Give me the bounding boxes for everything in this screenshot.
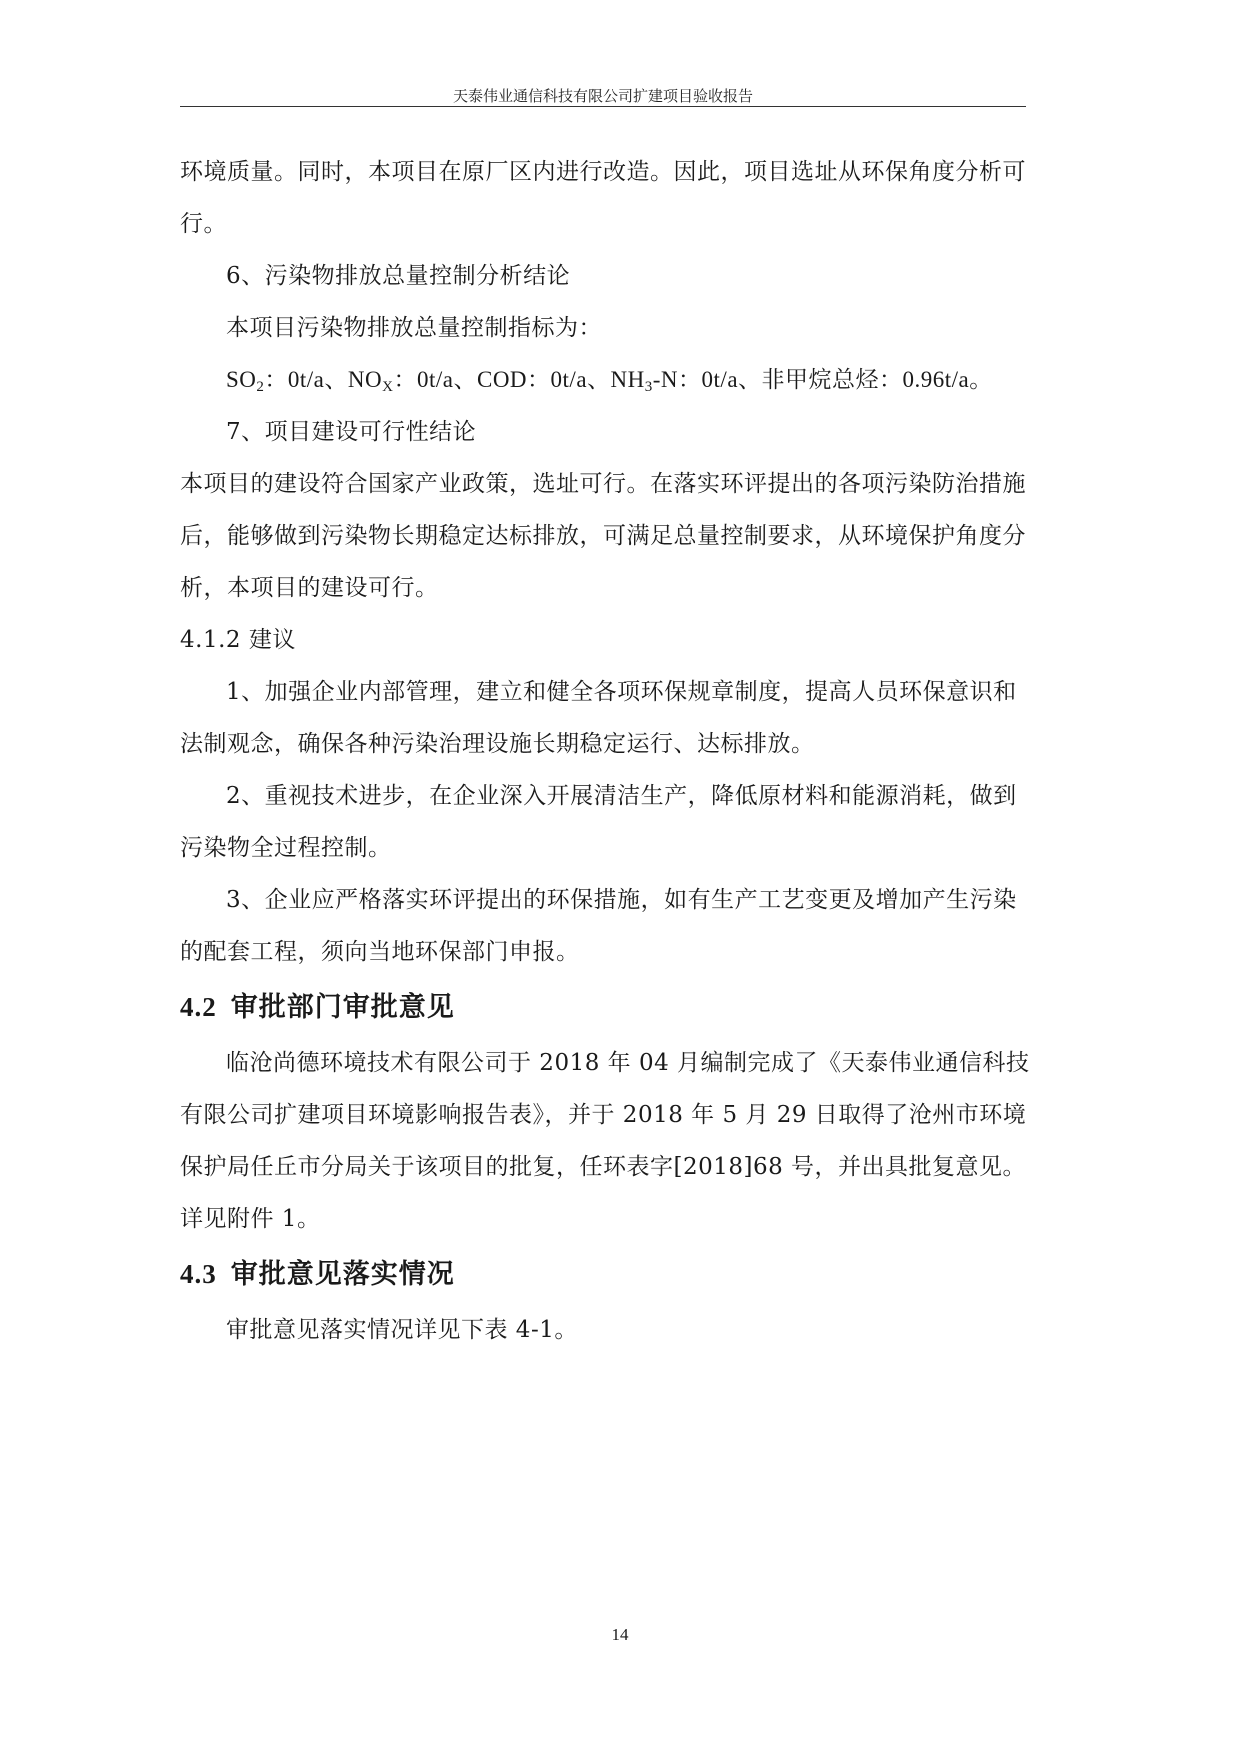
item-6-title: 6、污染物排放总量控制分析结论 xyxy=(226,263,571,289)
so2-label: SO xyxy=(226,367,257,392)
nh3-value: -N：0t/a、非甲烷总烃：0.96t/a。 xyxy=(652,367,993,392)
running-header: 天泰伟业通信科技有限公司扩建项目验收报告 xyxy=(452,87,753,105)
section-4-3-number: 4.3 xyxy=(180,1259,217,1289)
item-6-text: 本项目污染物排放总量控制指标为： xyxy=(226,315,602,341)
page-content xyxy=(180,146,1030,1356)
section-4-2-number: 4.2 xyxy=(180,992,217,1022)
approval-opinion-paragraph: 临沧尚德环境技术有限公司于 2018 年 04 月编制完成了《天泰伟业通信科技有限公司扩建项目环境影响报告表》，并于 2018 年 5 月 29 日取得了沧州市环境保护局任丘市分局关于该项目的批复，任环表字[2018]68 号，并出具批复意见。详见附件 1。 xyxy=(180,1050,1030,1232)
implementation-paragraph: 审批意见落实情况详见下表 4-1。 xyxy=(226,1317,578,1343)
section-4-2-title: 审批部门审批意见 xyxy=(230,992,455,1023)
so2-subscript: 2 xyxy=(256,379,265,395)
nh3-label: NH xyxy=(610,367,645,392)
emission-limits-line xyxy=(180,354,1030,406)
item-7-text: 本项目的建设符合国家产业政策，选址可行。在落实环评提出的各项污染防治措施后，能够做到污染物长期稳定达标排放，可满足总量控制要求，从环境保护角度分析，本项目的建设可行。 xyxy=(180,471,1026,601)
section-4-1-2-heading: 4.1.2 建议 xyxy=(180,627,296,653)
section-4-3-heading xyxy=(180,1245,1030,1304)
header-rule xyxy=(180,106,1026,107)
nox-value: ：0t/a、COD：0t/a、 xyxy=(393,367,611,392)
nox-subscript: X xyxy=(382,379,394,395)
nox-label: NO xyxy=(347,367,383,392)
section-4-3-title: 审批意见落实情况 xyxy=(230,1259,455,1290)
suggestion-2: 2、重视技术进步，在企业深入开展清洁生产，降低原材料和能源消耗，做到污染物全过程控制。 xyxy=(180,783,1017,861)
suggestion-1: 1、加强企业内部管理，建立和健全各项环保规章制度，提高人员环保意识和法制观念，确保各种污染治理设施长期稳定运行、达标排放。 xyxy=(180,679,1017,757)
site-selection-paragraph: 环境质量。同时，本项目在原厂区内进行改造。因此，项目选址从环保角度分析可行。 xyxy=(180,159,1026,237)
nh3-subscript: 3 xyxy=(644,379,653,395)
so2-value: ：0t/a、 xyxy=(264,367,348,392)
page-number: 14 xyxy=(611,1625,629,1644)
item-7-title: 7、项目建设可行性结论 xyxy=(226,419,477,445)
suggestion-3: 3、企业应严格落实环评提出的环保措施，如有生产工艺变更及增加产生污染的配套工程，须向当地环保部门申报。 xyxy=(180,887,1017,965)
section-4-2-heading xyxy=(180,978,1030,1037)
